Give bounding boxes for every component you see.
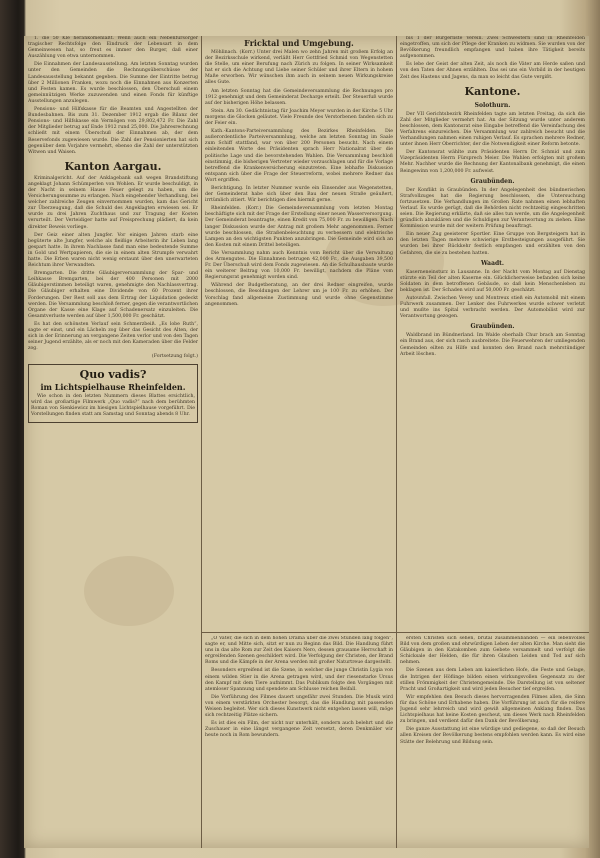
subheading-graubuenden: Graubünden.	[470, 177, 515, 185]
article-paragraph: Wir empfehlen den Besuch dieses hervorragenden Filmes allen, die Sinn für das Schöne und Erhabene haben. Die Vorführung ist auch für die reifere Jugend sehr lehrreich und wird gewiß allgemeinen Anklang finden. Das Lichtspielhaus hat keine Kosten gescheut, um dieses Werk nach Rheinfelden zu bringen, und verdient dafür den Dank der Bevölkerung.	[400, 694, 585, 725]
article-paragraph: Die Szenen aus dem Leben am kaiserlichen Hofe, die Feste und Gelage, die Intrigen der Höflinge bilden einen wirkungsvollen Gegensatz zu der stillen Frömmigkeit der Christengemeinde. Die Darstellung ist von seltener Pracht und Großartigkeit und wird jeden Besucher tief ergreifen.	[400, 668, 585, 692]
quo-vadis-subtitle: im Lichtspielhause Rheinfelden.	[40, 381, 186, 392]
section-heading-kantone: Kantone.	[464, 84, 521, 98]
section-heading-fricktal: Fricktal und Umgebung.	[244, 38, 354, 48]
article-paragraph: 1. die 50 Kle herankomenlaßt. Wenn auch ein Nebenfürsorger tragischer Rechtsfolge den Eindruck der Lebensart in dem Gemeinwesen hat, so freut es immer den Burger, daß einer Auszählung von etwa unternommen.	[28, 36, 198, 60]
article-paragraph: Es ist dies ein Film, der nicht nur unterhält, sondern auch belehrt und die Zuschauer in eine längst vergangene Zeit versetzt, deren Denkmäler wir heute noch in Rom bewundern.	[205, 721, 393, 739]
section-rule	[202, 632, 589, 633]
article-paragraph: Ein neuer Zug geeisterer Sportler. Eine Gruppe von Bergsteigern hat in den letzten Tagen mehrere schwierige Erstbesteigungen ausgeführt. Sie wurden bei ihrer Rückkehr festlich empfangen und erzählten von den Gefahren, die sie zu bestehen hatten.	[400, 232, 585, 256]
article-paragraph: Die ganze Ausstattung ist eine würdige und gediegene, so daß der Besuch allen Kreisen der Bevölkerung bestens empfohlen werden kann. Es wird eine Stätte der Belehrung und Bildung sein.	[400, 727, 585, 745]
article-paragraph: bis 1 der Bürgerliste Verein. Zwei Schwestern sind in Rheinfelden eingetroffen, um sich der Pflege der Kranken zu widmen. Sie wurden von der Bevölkerung freundlich empfangen und haben ihre Tätigkeit bereits aufgenommen.	[400, 36, 585, 60]
continuation-note: (Fortsetzung folgt.)	[151, 354, 198, 360]
article-paragraph: Am letzten Sonntag hat die Gemeindeversammlung die Rechnungen pro 1912 genehmigt und dem Gemeinderat Decharge erteilt. Der Steuerfuß wurde auf der bisherigen Höhe belassen.	[205, 88, 393, 106]
article-paragraph: Kath.-Kantons-Parteiversammlung des Bezirkes Rheinfelden. Die außerordentliche Parteiversammlung, welche am letzten Sonntag im Saale zum Schiff stattfand, war von über 200 Personen besucht. Nach einem einleitenden Worte des Präsidenten sprach Herr Nationalrat über die politische Lage und die bevorstehenden Wahlen. Die Versammlung beschloß einstimmig, die bisherigen Vertreter wieder vorzuschlagen und für die Vorlage betreffend die Krankenversicherung einzutreten. Eine lebhafte Diskussion entspann sich über die Frage der Steuerreform, wobei mehrere Redner das Wort ergriffen.	[205, 129, 393, 183]
subheading-waadt: Waadt.	[480, 259, 505, 267]
column-rule	[396, 36, 397, 848]
feuilleton-middle	[205, 636, 393, 844]
article-paragraph: Kriminalgericht. Auf der Anklagebank saß wegen Brandstiftung angeklagt Johann Schümperlen von Wohlen. Er wurde beschuldigt, in der Nacht in seinem Hause Feuer gelegt zu haben, um die Versicherungssumme zu erlangen. Nach eingehender Verhandlung, bei welcher zahlreiche Zeugen einvernommen wurden, kam das Gericht zur Überzeugung, daß die Schuld des Angeklagten erwiesen sei. Er wurde zu drei Jahren Zuchthaus und zur Tragung der Kosten verurteilt. Der Verteidiger hatte auf Freisprechung plädiert, da kein direkter Beweis vorliege.	[28, 175, 198, 230]
article-paragraph: Stein. Am 30. Gedächtnistag für Joachim Meyer wurden in der Kirche 5 Uhr morgens die Glocken geläutet. Viele Freunde des Verstorbenen fanden sich zu der Feier ein.	[205, 108, 393, 127]
article-paragraph: Es lebe der Geist der alten Zeit, als noch die Väter am Herde saßen und von den Taten der Ahnen erzählten. Das sei uns ein Vorbild in der heutigen Zeit des Hastens und Jagens, da man so leicht das Gute vergißt.	[400, 62, 585, 80]
article-paragraph: Der Kantonsrat wählte zum Präsidenten Herrn Dr. Schmid und zum Vizepräsidenten Herrn Fürsprech Meier. Die Wahlen erfolgten mit großem Mehr. Nachher wurde die Rechnung der Kantonalbank genehmigt, die einen Reingewinn von 1,200,000 Fr. aufweist.	[400, 150, 585, 174]
article-paragraph: Waldbrand im Bündnerland. Im Walde oberhalb Chur brach am Sonntag ein Brand aus, der sich rasch ausbreitete. Die Feuerwehren der umliegenden Gemeinden eilten zu Hilfe und konnten den Brand nach mehrstündiger Arbeit löschen.	[400, 333, 585, 357]
section-heading-kanton-aargau: Kanton Aargau.	[64, 159, 162, 173]
article-paragraph: Der Konflikt in Graubünden. In der Angelegenheit des bündnerischen Strafvollzuges hat die Regierung beschlossen, die Untersuchung fortzusetzen. Die Verhandlungen im Großen Rate nahmen einen lebhaften Verlauf. Es wurde gerügt, daß die Behörden nicht rechtzeitig eingeschritten seien. Die Regierung erklärte, daß sie alles tun werde, um die Angelegenheit gründlich abzuklären und die Schuldigen zur Verantwortung zu ziehen. Eine Kommission wurde mit der weitern Prüfung beauftragt.	[400, 187, 585, 230]
article-paragraph: Rheinfelden. (Korr.) Die Gemeindeversammlung vom letzten Montag beschäftigte sich mit der Frage der Erstellung einer neuen Wasserversorgung. Der Gemeinderat beantragte, einen Kredit von 75,000 Fr. zu bewilligen. Nach langer Diskussion wurde der Antrag mit großem Mehr angenommen. Ferner wurde beschlossen, die Straßenbeleuchtung zu verbessern und elektrische Lampen an den wichtigsten Punkten anzubringen. Die Gemeinde wird sich an den Kosten mit einem Drittel beteiligen.	[205, 206, 393, 248]
subheading-graubuenden-2: Graubünden.	[470, 323, 515, 331]
column-left	[28, 36, 198, 844]
article-paragraph: Kaserneneinsturz in Lausanne. In der Nacht vom Montag auf Dienstag stürzte ein Teil der alten Kaserne ein. Glücklicherweise befanden sich keine Soldaten in dem betroffenen Gebäude, so daß kein Menschenleben zu beklagen ist. Der Schaden wird auf 50,000 Fr. geschätzt.	[400, 269, 585, 293]
article-paragraph: Besonders ergreifend ist die Szene, in welcher die junge Christin Lygia von einem wilden Stier in die Arena getragen wird, und der riesenstarke Ursus den Kampf mit dem Tiere aufnimmt. Das Publikum folgte den Vorgängen mit atemloser Spannung und spendete am Schlusse reichen Beifall.	[205, 668, 393, 692]
column-right	[400, 36, 585, 628]
article-paragraph: Möhlinach. (Korr.) Unter drei Malen wo zehn Jahren mit großem Erfolg an der Bezirksschule wirkend, verläßt Herr Gottfried Schmid von Wegenstetten die Stelle, um einer Berufung nach Zürich zu folgen. In seiner Wirksamkeit hat er sich die Achtung und Liebe seiner Schüler und ihrer Eltern in hohem Maße erworben. Wir wünschen ihm auch in seinem neuen Wirkungskreise alles Gute.	[205, 50, 393, 86]
column-middle	[205, 36, 393, 628]
article-paragraph: Autounfall. Zwischen Vevey und Montreux stieß ein Automobil mit einem Fuhrwerk zusammen. Der Lenker des Fuhrwerkes wurde schwer verletzt und mußte ins Spital verbracht werden. Der Automobilist wird zur Verantwortung gezogen.	[400, 296, 585, 320]
newspaper-page	[24, 36, 589, 848]
article-paragraph: ersten Christen sich sehen, brutal zusammenbanden — ein lebenvolles Bild von dem großen und ehrwürdigen Leben der alten Kirche. Man sieht die Gläubigen in den Katakomben zum Gebete versammelt und verfolgt die Schicksale der Helden, die für ihren Glauben Leiden und Tod auf sich nehmen.	[400, 636, 585, 666]
article-paragraph: Die Versammlung nahm auch Kenntnis vom Bericht über die Verwaltung des Armengutes. Die Einnahmen betrugen 42,000 Fr., die Ausgaben 39,500 Fr. Der Überschuß wird dem Fonds zugewiesen. An die Schulhausbaute wurde ein weiterer Beitrag von 10,000 Fr. bewilligt, nachdem die Pläne vom Regierungsrat genehmigt worden sind.	[205, 250, 393, 281]
article-paragraph: Bremgarten. Die dritte Gläubigerversammlung der Spar- und Leihkasse Bremgarten, bei der 400 Personen mit 2000 Gläubigerstimmen beteiligt waren, genehmigte den Nachlassvertrag. Die Gläubiger erhalten eine Dividende von 60 Prozent ihrer Forderungen. Der Rest soll aus dem Ertrag der Liquidation gedeckt werden. Die Versammlung beschloß ferner, gegen die verantwortlichen Organe der Kasse eine Klage auf Schadenersatz einzuleiten. Die Gesamtverluste werden auf über 1,500,000 Fr. geschätzt.	[28, 271, 198, 319]
article-paragraph: Berichtigung. In letzter Nummer wurde ein Einsender aus Wegenstetten, der Gemeinderat habe sich über den Bau der neuen Straße geäußert, irrtümlich zitiert. Wir berichtigen dies hiermit gerne.	[205, 185, 393, 204]
article-paragraph: Der Geiz einer alten Jungfer. Vor einigen Jahren starb eine begüterte alte Jungfer, welche als fleißige Arbeiterin ihr Leben lang gespart hatte. In ihrem Nachlasse fand man eine bedeutende Summe in Gold und Wertpapieren, die sie in einem alten Strumpfe verwahrt hatte. Die Erben waren nicht wenig erstaunt über den unerwarteten Reichtum ihrer Verwandten.	[28, 232, 198, 269]
article-paragraph: Pensions- und Hilfskasse für die Beamten und Angestellten der Bundesbahnen. Bis zum 31. Dezember 1912 ergab die Bilanz der Pensions- und Hilfskasse ein Vermögen von 29,802,472 Fr. Die Zahl der Mitglieder betrug auf Ende 1912 rund 25,000. Die Jahresrechnung schließt mit einem Überschuß der Einnahmen ab, der dem Reservefonds zugewiesen wurde. Die Zahl der Pensionierten hat sich gegenüber dem Vorjahre vermehrt, ebenso die Zahl der unterstützten Witwen und Waisen.	[28, 107, 198, 155]
article-paragraph: Der VII Gerichtsbezirk Rheinfelden tagte am letzten Freitag, da sich die Zahl der Mitglieder vermehrt hat. An der Sitzung wurde unter anderem beschlossen, dem Kantonsrat eine Eingabe betreffend die Vereinfachung des Verfahrens einzureichen. Die Versammlung war zahlreich besucht und die Verhandlungen nahmen einen ruhigen Verlauf. Es sprachen mehrere Redner, unter ihnen Herr Oberrichter, der die Notwendigkeit einer Reform betonte.	[400, 111, 585, 148]
article-paragraph: Die Vorführung des Filmes dauert ungefähr zwei Stunden. Die Musik wird von einem verstärkten Orchester besorgt, das die Handlung mit passenden Weisen begleitet. Wer sich dieses Kunstwerk nicht entgehen lassen will, möge sich rechtzeitig Plätze sichern.	[205, 694, 393, 719]
article-paragraph: Es hat den schönsten Verlauf sein Schmerzbeiß. „Es lobe Ruth“, sagte er einst, und ein Lächeln zog über das Gesicht des Alten, der sich in der Erinnerung an vergangene Zeiten verlor und von den Tagen seiner Jugend erzählte, als er noch mit den Kameraden über die Felder zog.	[28, 321, 198, 352]
column-rule	[201, 36, 202, 848]
article-paragraph: Wie schon in den letzten Nummern dieses Blattes ersichtlich, wird das großartige Filmwerk „Quo vadis?“ nach dem berühmten Roman von Sienkiewicz im hiesigen Lichtspielhause vorgeführt. Die Vorstellungen finden statt am Samstag und Sonntag abends 8 Uhr.	[31, 393, 195, 417]
quo-vadis-title: Quo vadis?	[79, 367, 147, 381]
feuilleton-right	[400, 636, 585, 844]
article-paragraph: Während der Budgetberatung, an der drei Redner eingreifen, wurde beschlossen, die Besoldungen der Lehrer um je 100 Fr. zu erhöhen. Der Vorschlag fand allgemeine Zustimmung und wurde ohne Gegenstimme angenommen.	[205, 283, 393, 307]
subheading-solothurn: Solothurn.	[474, 101, 511, 109]
article-paragraph: „O Vater, die sich in dem hohen Drama über die zwei Stunden lang folgen“, sagte er, und Mitte sich, sitzt er nun zu Beginn das Bild. Die Handlung führt uns in das alte Rom zur Zeit des Kaisers Nero, dessen grausame Herrschaft in ergreifenden Szenen geschildert wird. Die Verfolgung der Christen, der Brand Roms und die Kämpfe in der Arena werden mit großer Naturtreue dargestellt.	[205, 636, 393, 666]
quo-vadis-box	[28, 364, 198, 423]
article-paragraph: Die Einnahmen der Landesausstellung. Am letzten Sonntag wurden unter den Gemeinden die Rechnungsüberschüsse der Landesausstellung bekannt gegeben. Die Summe der Eintritte betrug über 2 Millionen Franken, wozu noch die Einnahmen aus Konzerten und Festen kamen. Es wurde beschlossen, den Überschuß einem gemeinnützigen Werke zuzuwenden und einen Fonds für künftige Ausstellungen anzulegen.	[28, 62, 198, 104]
